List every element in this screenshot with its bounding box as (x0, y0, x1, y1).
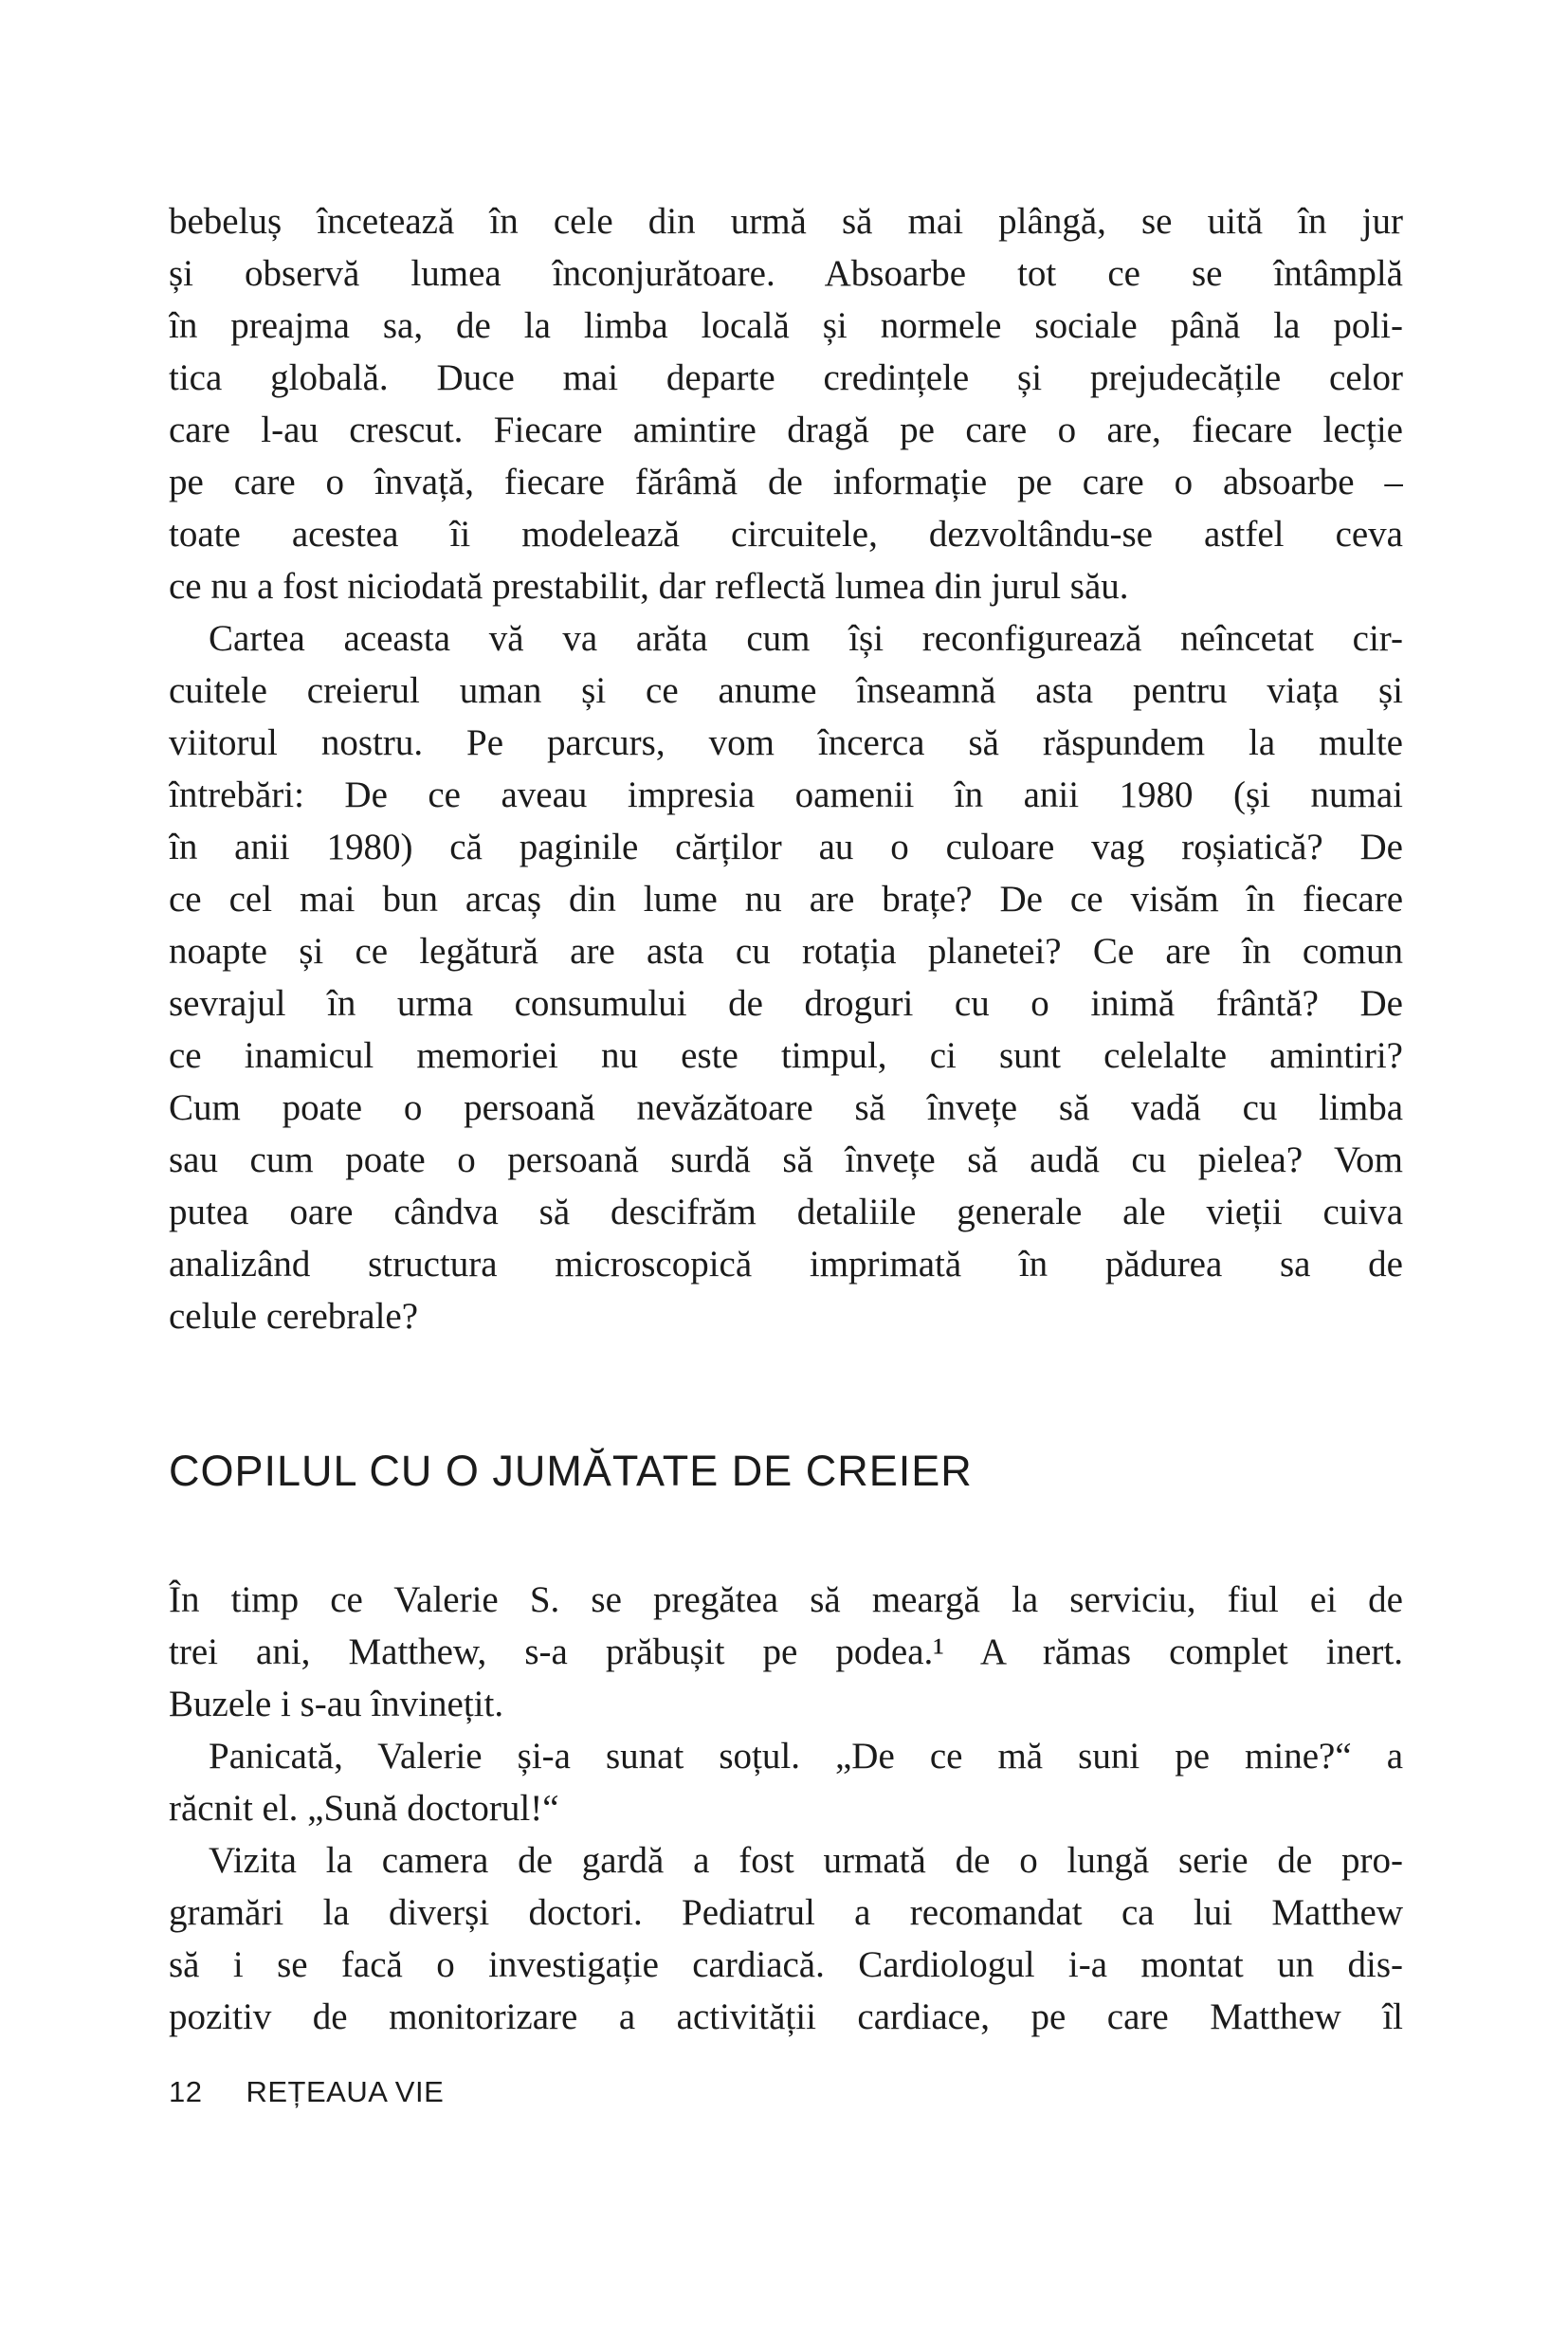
paragraph (169, 1834, 1403, 2043)
body-text (169, 195, 1403, 2043)
text-line: tica globală. Duce mai departe credințele și prejudecățile celor (169, 357, 1403, 398)
paragraph (169, 612, 1403, 1342)
text-line: sau cum poate o persoană surdă să învețe să audă cu pielea? Vom (169, 1139, 1403, 1180)
text-line: analizând structura microscopică imprimată în pădurea sa de (169, 1244, 1403, 1285)
page-footer (169, 2076, 444, 2108)
text-line: putea oare cândva să descifrăm detaliile generale ale vieții cuiva (169, 1192, 1403, 1232)
text-line: în preajma sa, de la limba locală și normele sociale până la poli- (169, 305, 1403, 346)
text-line: Buzele i s-au învinețit. (169, 1684, 504, 1724)
paragraph (169, 195, 1403, 612)
text-line: pozitiv de monitorizare a activității cardiace, pe care Matthew îl (169, 1996, 1403, 2037)
text-line: gramări la diverși doctori. Pediatrul a recomandat ca lui Matthew (169, 1892, 1403, 1933)
text-line: și observă lumea înconjurătoare. Absoarbe tot ce se întâmplă (169, 253, 1403, 294)
text-line: Cum poate o persoană nevăzătoare să învețe să vadă cu limba (169, 1087, 1403, 1128)
text-line: sevrajul în urma consumului de droguri cu o inimă frântă? De (169, 983, 1403, 1024)
text-line: celule cerebrale? (169, 1296, 419, 1337)
text-line: pe care o învață, fiecare fărâmă de informație pe care o absoarbe – (169, 462, 1403, 502)
text-line: răcnit el. „Sună doctorul!“ (169, 1788, 559, 1829)
text-line: Panicată, Valerie și-a sunat soțul. „De ce mă suni pe mine?“ a (209, 1736, 1403, 1777)
text-line: ce inamicul memoriei nu este timpul, ci sunt celelalte amintiri? (169, 1035, 1403, 1076)
section-heading: COPILUL CU O JUMĂTATE DE CREIER (169, 1447, 973, 1495)
text-line: cuitele creierul uman și ce anume înseamnă asta pentru viața și (169, 670, 1403, 711)
text-line: întrebări: De ce aveau impresia oamenii în anii 1980 (și numai (169, 775, 1403, 815)
text-line: trei ani, Matthew, s-a prăbușit pe podea.¹ A rămas complet inert. (169, 1631, 1403, 1672)
text-line: bebeluș încetează în cele din urmă să mai plângă, se uită în jur (169, 201, 1403, 242)
text-line: Vizita la camera de gardă a fost urmată de o lungă serie de pro- (209, 1840, 1403, 1881)
text-line: în anii 1980) că paginile cărților au o culoare vag roșiatică? De (169, 827, 1403, 867)
text-line: viitorul nostru. Pe parcurs, vom încerca să răspundem la multe (169, 722, 1403, 763)
running-title: REȚEAUA VIE (246, 2075, 445, 2108)
paragraph (169, 1730, 1403, 1834)
text-line: toate acestea îi modelează circuitele, dezvoltându-se astfel ceva (169, 514, 1403, 555)
text-line: Cartea aceasta vă va arăta cum își reconfigurează neîncetat cir- (209, 618, 1403, 659)
paragraph (169, 1574, 1403, 1730)
text-line: ce cel mai bun arcaș din lume nu are brațe? De ce visăm în fiecare (169, 879, 1403, 920)
page-number: 12 (169, 2075, 203, 2108)
text-line: să i se facă o investigație cardiacă. Cardiologul i-a montat un dis- (169, 1944, 1403, 1985)
text-line: ce nu a fost niciodată prestabilit, dar reflectă lumea din jurul său. (169, 566, 1129, 607)
text-line: noapte și ce legătură are asta cu rotația planetei? Ce are în comun (169, 931, 1403, 972)
text-line: În timp ce Valerie S. se pregătea să meargă la serviciu, fiul ei de (169, 1579, 1403, 1620)
text-line: care l-au crescut. Fiecare amintire dragă pe care o are, fiecare lecție (169, 410, 1403, 450)
